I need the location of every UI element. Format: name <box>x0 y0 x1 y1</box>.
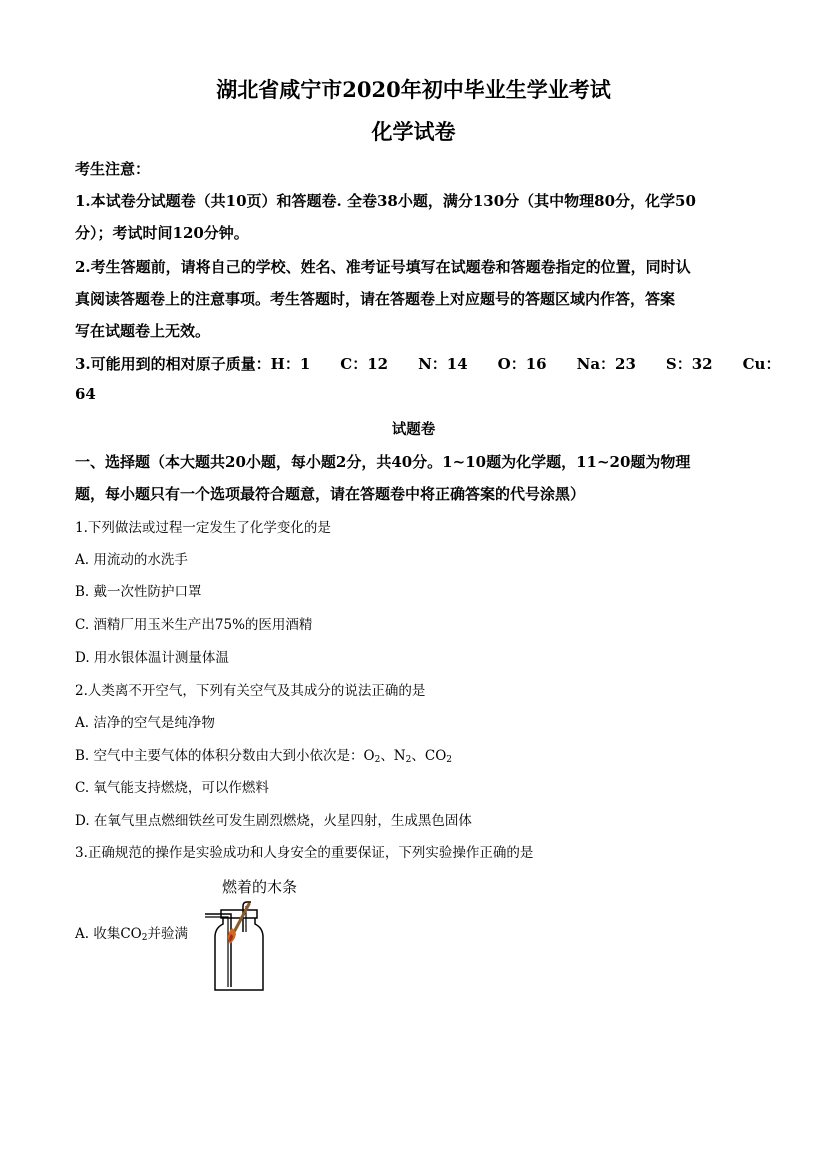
wooden-stick <box>233 904 249 934</box>
part1-instructions-a: 一、选择题（本大题共20小题，每小题2分，共40分。1~10题为化学题，11~20题为物理 <box>75 453 691 471</box>
part1-instructions-b: 题，每小题只有一个选项最符合题意，请在答题卷中将正确答案的代号涂黑） <box>75 485 586 503</box>
notice-item-3a: 3.可能用到的相对原子质量：H：1 C：12 N：14 O：16 Na：23 S：32 Cu： <box>75 355 781 373</box>
q3-option-a <box>75 922 188 943</box>
q3-option-a-text: A. 收集CO <box>75 926 142 942</box>
q2-option-b-mid1: 、N <box>380 748 406 764</box>
q2-option-a: A. 洁净的空气是纯净物 <box>75 715 215 731</box>
q1-option-a: A. 用流动的水洗手 <box>75 552 188 568</box>
q2-option-d: D. 在氧气里点燃细铁丝可发生剧烈燃烧，火星四射，生成黑色固体 <box>75 813 472 829</box>
q2-stem: 2.人类离不开空气，下列有关空气及其成分的说法正确的是 <box>75 683 426 699</box>
q2-option-b-mid2: 、CO <box>411 748 447 764</box>
n2-subscript: 2 <box>405 755 412 765</box>
notice-item-1a: 1.本试卷分试题卷（共10页）和答题卷. 全卷38小题，满分130分（其中物理80分，化学50 <box>75 192 696 210</box>
q3-stem: 3.正确规范的操作是实验成功和人身安全的重要保证，下列实验操作正确的是 <box>75 845 534 861</box>
q3-option-a-suffix: 并验满 <box>147 926 188 942</box>
o2-subscript: 2 <box>374 755 381 765</box>
q2-option-c: C. 氧气能支持燃烧，可以作燃料 <box>75 780 269 796</box>
notice-item-2c: 写在试题卷上无效。 <box>75 322 211 340</box>
exam-subtitle: 化学试卷 <box>371 119 456 144</box>
inlet-tube <box>205 914 231 987</box>
exam-title: 湖北省咸宁市2020年初中毕业生学业考试 <box>216 77 611 102</box>
q1-option-b: B. 戴一次性防护口罩 <box>75 584 202 600</box>
notice-item-1b: 分）；考试时间120分钟。 <box>75 224 249 242</box>
q1-stem: 1.下列做法或过程一定发生了化学变化的是 <box>75 520 331 536</box>
co2-subscript: 2 <box>446 755 452 765</box>
q2-option-b <box>75 744 452 765</box>
bottle-outline <box>215 916 263 990</box>
notice-item-2a: 2.考生答题前，请将自己的学校、姓名、准考证号填写在试题卷和答题卷指定的位置，同时认 <box>75 258 691 276</box>
notice-item-3b: 64 <box>75 385 96 403</box>
notice-heading: 考生注意： <box>75 160 151 178</box>
q1-option-d: D. 用水银体温计测量体温 <box>75 650 229 666</box>
q1-option-c: C. 酒精厂用玉米生产出75%的医用酒精 <box>75 617 313 633</box>
gas-collection-bottle-figure <box>205 872 325 997</box>
section-title: 试题卷 <box>391 421 436 438</box>
q2-option-b-text: B. 空气中主要气体的体积分数由大到小依次是：O <box>75 748 375 764</box>
inlet-tube-inner <box>205 917 228 987</box>
figure-label: 燃着的木条 <box>222 878 298 896</box>
co2-subscript-q3: 2 <box>141 933 148 943</box>
notice-item-2b: 真阅读答题卷上的注意事项。考生答题时，请在答题卷上对应题号的答题区域内作答，答案 <box>75 290 676 308</box>
